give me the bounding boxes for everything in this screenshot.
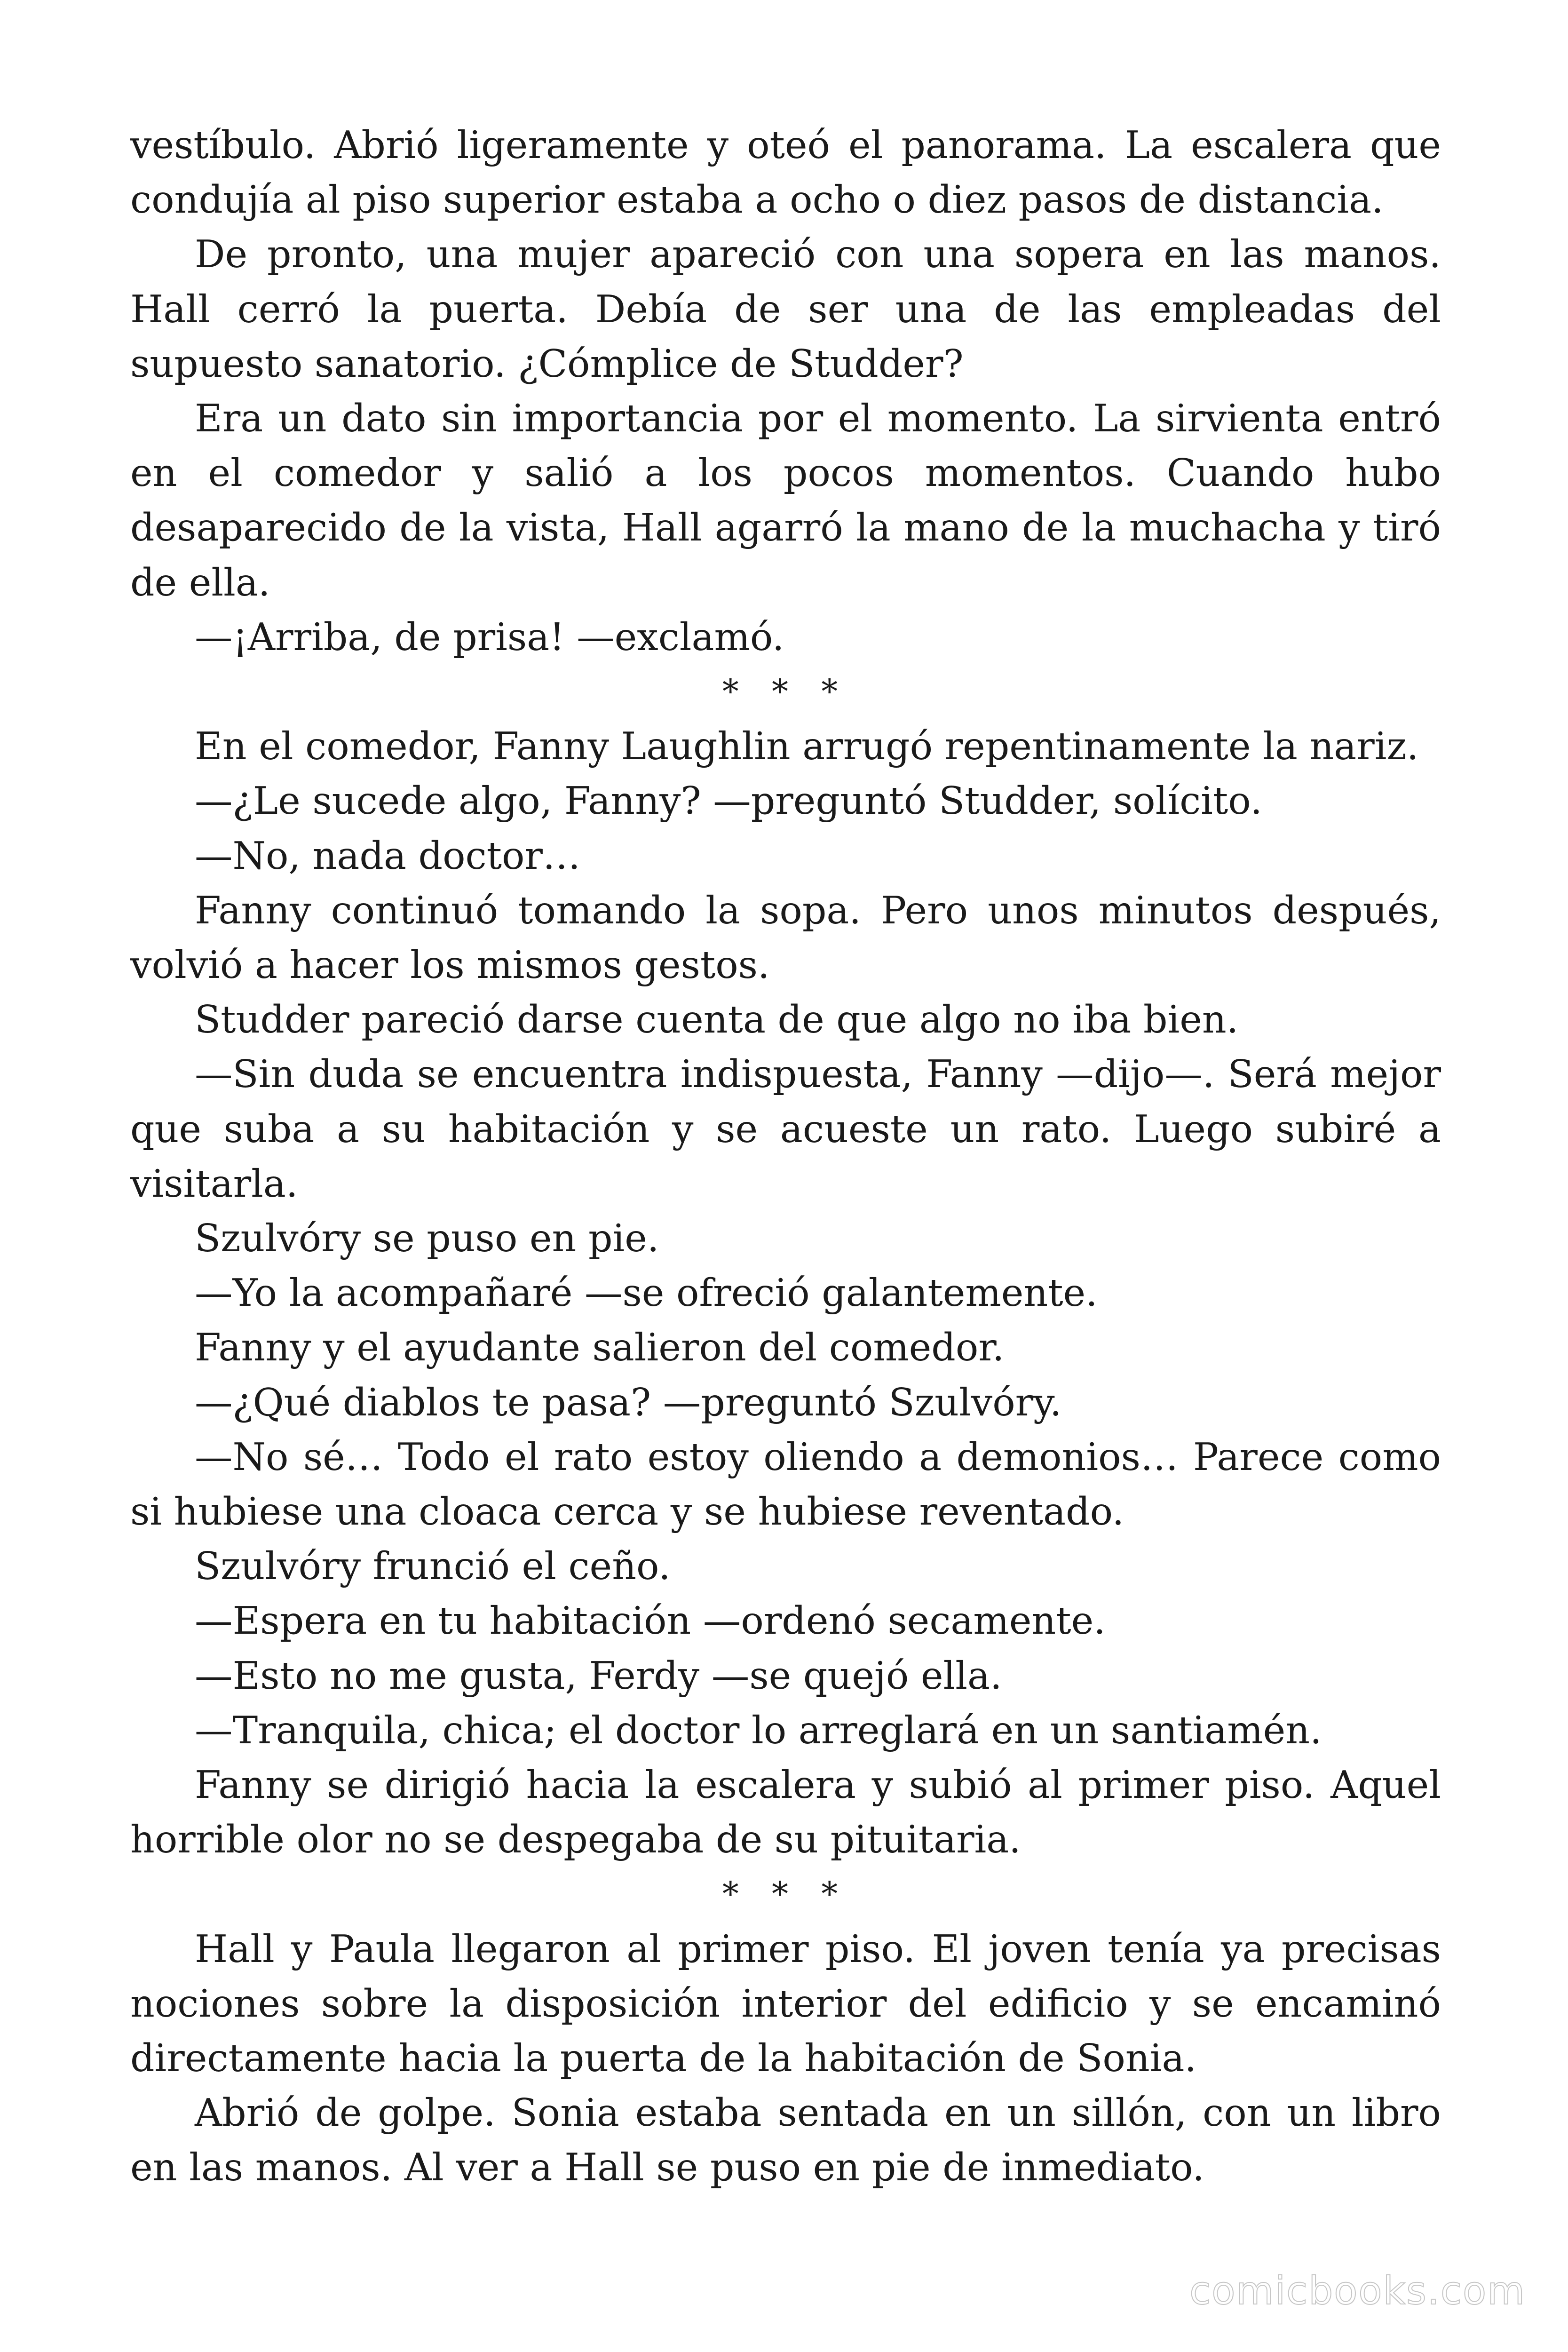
paragraph: Fanny y el ayudante salieron del comedor. xyxy=(195,1325,1005,1370)
paragraph: —¡Arriba, de prisa! —exclamó. xyxy=(195,614,784,659)
paragraph: —No, nada doctor… xyxy=(195,833,581,878)
book-page xyxy=(130,118,1441,2195)
paragraph: —Yo la acompañaré —se ofreció galantemente. xyxy=(195,1271,1098,1315)
paragraph: Abrió de golpe. Sonia estaba sentada en un sillón, con un libro en las manos. Al ver a Hall se puso en pie de inmediato. xyxy=(130,2090,1441,2190)
paragraph: De pronto, una mujer apareció con una sopera en las manos. Hall cerró la puerta. Debía de ser una de las empleadas del supuesto sanatorio. ¿Cómplice de Studder? xyxy=(130,232,1441,386)
paragraph: —¿Le sucede algo, Fanny? —preguntó Studder, solícito. xyxy=(195,779,1262,823)
watermark: comicbooks.com xyxy=(1189,2269,1526,2313)
paragraph: Studder pareció darse cuenta de que algo no iba bien. xyxy=(195,997,1239,1042)
paragraph: Fanny continuó tomando la sopa. Pero unos minutos después, volvió a hacer los mismos gestos. xyxy=(130,888,1441,987)
paragraph: En el comedor, Fanny Laughlin arrugó repentinamente la nariz. xyxy=(195,724,1419,769)
paragraph: vestíbulo. Abrió ligeramente y oteó el panorama. La escalera que condujía al piso superior estaba a ocho o diez pasos de distancia. xyxy=(130,123,1441,222)
paragraph: —¿Qué diablos te pasa? —preguntó Szulvóry. xyxy=(195,1380,1062,1424)
section-separator: * * * xyxy=(722,672,849,711)
paragraph: —Sin duda se encuentra indispuesta, Fanny —dijo—. Será mejor que suba a su habitación y se acueste un rato. Luego subiré a visitarla. xyxy=(130,1052,1441,1206)
paragraph: —Tranquila, chica; el doctor lo arreglará en un santiamén. xyxy=(195,1708,1322,1752)
paragraph: —Esto no me gusta, Ferdy —se quejó ella. xyxy=(195,1653,1002,1698)
paragraph: —Espera en tu habitación —ordenó secamente. xyxy=(195,1598,1106,1643)
paragraph: Era un dato sin importancia por el momento. La sirvienta entró en el comedor y salió a los pocos momentos. Cuando hubo desaparecido de la vista, Hall agarró la mano de la muchacha y tiró de ella. xyxy=(130,396,1441,604)
section-separator: * * * xyxy=(722,1875,849,1914)
paragraph: Fanny se dirigió hacia la escalera y subió al primer piso. Aquel horrible olor no se despegaba de su pituitaria. xyxy=(130,1763,1441,1862)
paragraph: Szulvóry frunció el ceño. xyxy=(195,1544,671,1589)
paragraph: —No sé… Todo el rato estoy oliendo a demonios… Parece como si hubiese una cloaca cerca y se hubiese reventado. xyxy=(130,1434,1441,1534)
paragraph: Szulvóry se puso en pie. xyxy=(195,1216,659,1261)
paragraph: Hall y Paula llegaron al primer piso. El joven tenía ya precisas nociones sobre la disposición interior del edificio y se encaminó directamente hacia la puerta de la habitación de Sonia. xyxy=(130,1926,1441,2081)
